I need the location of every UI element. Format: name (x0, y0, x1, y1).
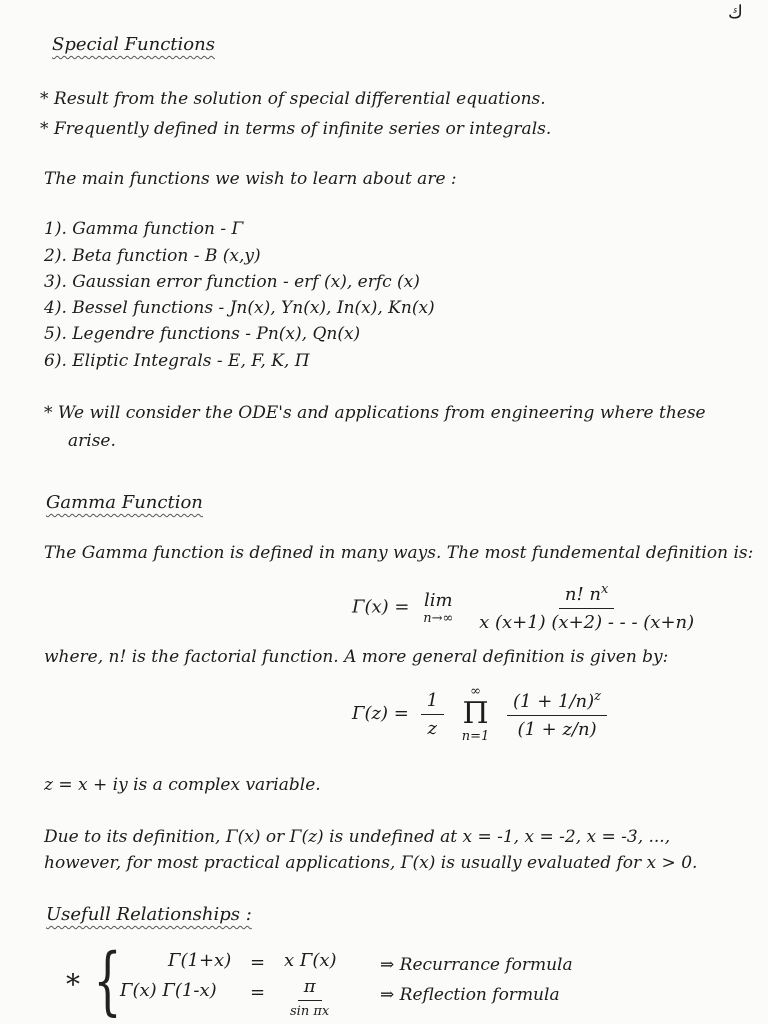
eq2-fraction (507, 689, 607, 740)
reflection-label: ⇒ Reflection formula (380, 985, 560, 1005)
eq1-denominator: x (x+1) (x+2) - - - (x+n) (479, 612, 695, 633)
gamma-product-equation (352, 684, 613, 744)
function-item-1: 1). Gamma function - Γ (44, 219, 244, 239)
limit-label: lim (423, 589, 453, 611)
reflection-lhs: Γ(x) Γ(1-x) (120, 980, 217, 1001)
reflection-denominator: sin πx (290, 1004, 330, 1019)
reflection-equals: = (250, 982, 266, 1003)
gamma-limit-equation (352, 582, 706, 633)
limit-subscript: n→∞ (423, 610, 454, 626)
product-operator (462, 684, 490, 744)
note-line-1: * We will consider the ODE's and applications from engineering where these (44, 403, 706, 423)
function-item-3: 3). Gaussian error function - erf (x), erfc (x) (44, 272, 420, 292)
page-corner-mark: ك (728, 2, 743, 23)
undefined-line-2: however, for most practical applications, Γ(x) is usually evaluated for x > 0. (44, 853, 698, 873)
recurrence-lhs: Γ(1+x) (168, 950, 232, 971)
recurrence-rhs: x Γ(x) (284, 950, 337, 971)
eq2-numerator: (1 + 1/n) (513, 690, 595, 712)
complex-variable-line: z = x + iy is a complex variable. (44, 775, 321, 795)
eq2-lhs: Γ(z) = (352, 703, 409, 724)
product-symbol: Π (462, 696, 489, 731)
eq1-numerator-exponent: x (601, 582, 609, 597)
where-line: where, n! is the factorial function. A more general definition is given by: (44, 647, 669, 667)
useful-relationships-heading: Usefull Relationships : (46, 904, 252, 925)
recurrence-equals: = (250, 952, 266, 973)
recurrence-label: ⇒ Recurrance formula (380, 955, 573, 975)
function-item-2: 2). Beta function - B (x,y) (44, 246, 261, 266)
eq2-one-denominator: z (427, 717, 438, 739)
eq2-numerator-exponent: z (594, 688, 602, 704)
function-item-4: 4). Bessel functions - Jn(x), Yn(x), In(x), Kn(x) (44, 298, 435, 318)
reflection-fraction (284, 976, 335, 1019)
eq1-fraction (473, 582, 700, 633)
bullet-2: * Frequently defined in terms of infinite series or integrals. (40, 119, 552, 139)
eq1-lhs: Γ(x) = (352, 596, 410, 618)
eq1-numerator: n! n (564, 584, 601, 605)
relationships-brace: { (93, 938, 122, 1024)
eq2-one-over-z (421, 690, 444, 739)
eq2-denominator: (1 + z/n) (517, 718, 597, 740)
product-upper-limit: ∞ (470, 684, 481, 699)
gamma-heading: Gamma Function (46, 492, 203, 513)
undefined-line-1: Due to its definition, Γ(x) or Γ(z) is undefined at x = -1, x = -2, x = -3, ..., (44, 827, 671, 847)
gamma-intro: The Gamma function is defined in many ways. The most fundemental definition is: (44, 543, 754, 563)
eq2-one-numerator: 1 (421, 690, 444, 715)
product-lower-limit: n=1 (461, 729, 490, 744)
relationships-star: * (66, 968, 80, 1001)
reflection-numerator: π (298, 976, 322, 1001)
bullet-1: * Result from the solution of special differential equations. (40, 89, 546, 109)
page-title: Special Functions (52, 34, 215, 55)
note-line-2: arise. (68, 431, 116, 451)
intro-line: The main functions we wish to learn about are : (44, 169, 457, 189)
function-item-5: 5). Legendre functions - Pn(x), Qn(x) (44, 324, 361, 344)
function-item-6: 6). Eliptic Integrals - E, F, K, Π (44, 351, 310, 371)
limit-operator (423, 590, 453, 626)
